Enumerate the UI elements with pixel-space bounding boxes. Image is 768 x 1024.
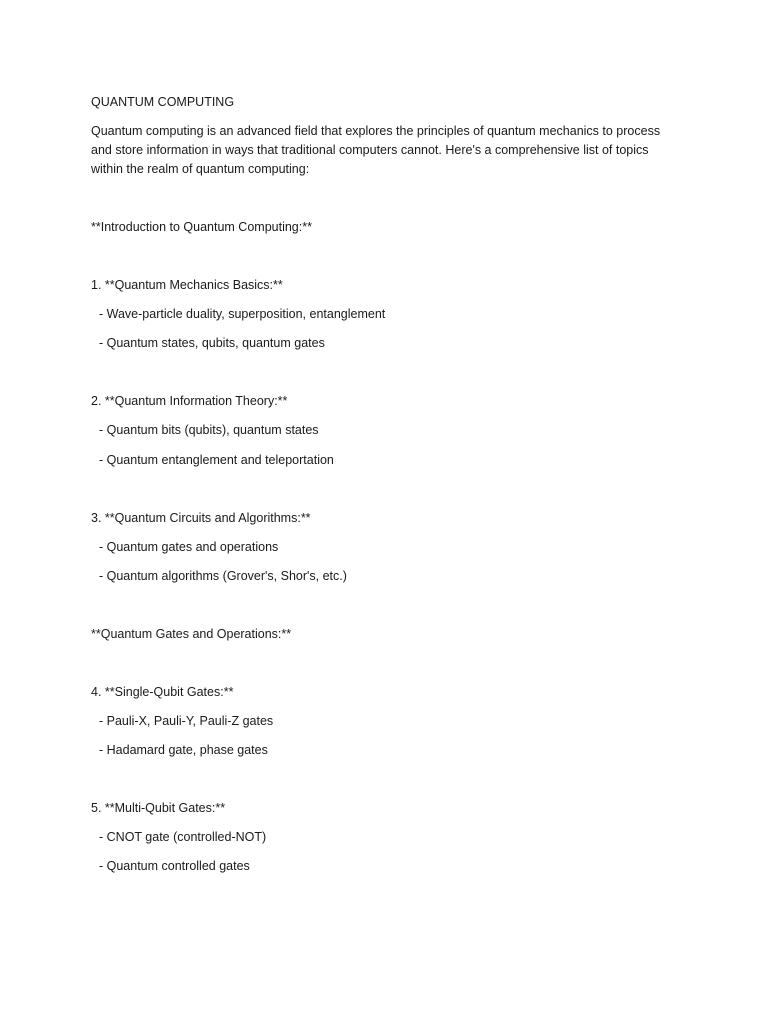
section-heading: **Introduction to Quantum Computing:** (91, 220, 312, 234)
intro-paragraph-line: within the realm of quantum computing: (91, 162, 310, 176)
section-heading: 4. **Single-Qubit Gates:** (91, 685, 234, 699)
document-title: QUANTUM COMPUTING (91, 95, 235, 109)
list-item: - Quantum algorithms (Grover's, Shor's, etc.) (99, 569, 347, 583)
section-heading: 5. **Multi-Qubit Gates:** (91, 801, 226, 815)
list-item: - Hadamard gate, phase gates (99, 743, 268, 757)
intro-paragraph-line: Quantum computing is an advanced field that explores the principles of quantum mechanics to process (91, 124, 661, 138)
list-item: - Quantum bits (qubits), quantum states (99, 423, 319, 437)
list-item: - Quantum controlled gates (99, 859, 250, 873)
section-heading: **Quantum Gates and Operations:** (91, 627, 292, 641)
section-heading: 2. **Quantum Information Theory:** (91, 394, 288, 408)
list-item: - Wave-particle duality, superposition, entanglement (99, 307, 386, 321)
list-item: - Quantum entanglement and teleportation (99, 453, 334, 467)
section-heading: 3. **Quantum Circuits and Algorithms:** (91, 511, 311, 525)
list-item: - Quantum gates and operations (99, 540, 279, 554)
list-item: - CNOT gate (controlled-NOT) (99, 830, 267, 844)
list-item: - Pauli-X, Pauli-Y, Pauli-Z gates (99, 714, 274, 728)
intro-paragraph-line: and store information in ways that traditional computers cannot. Here's a comprehensive list of topics (91, 143, 649, 157)
list-item: - Quantum states, qubits, quantum gates (99, 336, 325, 350)
section-heading: 1. **Quantum Mechanics Basics:** (91, 278, 283, 292)
